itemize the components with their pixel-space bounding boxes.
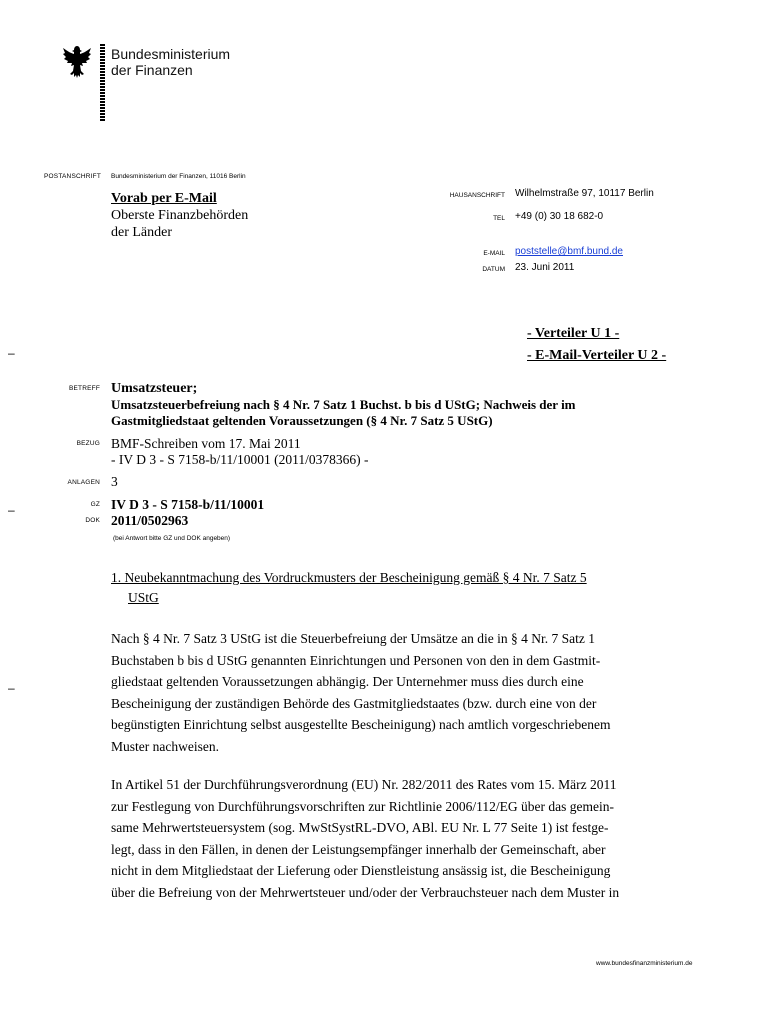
ministry-name-line1: Bundesministerium [111,46,231,62]
paragraph-1-line: Nach § 4 Nr. 7 Satz 3 UStG ist die Steuerbefreiung der Umsätze an die in § 4 Nr. 7 Satz 1 [111,631,596,646]
bezug-block [111,436,368,468]
datum-value: 23. Juni 2011 [515,262,575,273]
paragraph-1-line: Buchstaben b bis d UStG genannten Einrichtungen und Personen von den in dem Gastmit- [111,652,601,668]
recipient-line2: Oberste Finanzbehörden [111,208,249,223]
verteiler-line2: - E-Mail-Verteiler U 2 - [527,348,667,363]
anlagen-value: 3 [111,474,118,489]
hausanschrift-value: Wilhelmstraße 97, 10117 Berlin [515,188,654,199]
tel-label: TEL [493,215,505,222]
paragraph-2 [111,774,731,903]
footer-website: www.bundesfinanzministerium.de [596,960,693,967]
recipient-line1: Vorab per E-Mail [111,191,217,206]
betreff-sub2: Gastmitgliedstaat geltenden Voraussetzungen (§ 4 Nr. 7 Satz 5 UStG) [111,413,493,428]
bezug-line2: - IV D 3 - S 7158-b/11/10001 (2011/0378366) - [111,452,369,467]
paragraph-1-line: gliedstaat geltenden Voraussetzungen abhängig. Der Unternehmer muss dies durch eine [111,674,584,689]
paragraph-2-line: In Artikel 51 der Durchführungsverordnung (EU) Nr. 282/2011 des Rates vom 15. März 2011 [111,777,617,792]
paragraph-2-line: same Mehrwertsteuersystem (sog. MwStSystRL-DVO, ABl. EU Nr. L 77 Seite 1) ist festge- [111,820,609,835]
betreff-block [111,381,711,429]
paragraph-2-line: über die Befreiung von der Mehrwertsteuer und/oder der Verbrauchsteuer nach dem Muster in [111,884,620,900]
logo-divider-bar [100,44,105,122]
postanschrift-label: POSTANSCHRIFT [44,173,102,180]
email-label: E-MAIL [483,250,505,257]
anlagen-label: ANLAGEN [67,479,100,486]
verteiler-block [527,323,666,367]
paragraph-1-line: Bescheinigung der zuständigen Behörde des Gastmitgliedstaates (bzw. durch eine von der [111,695,597,711]
email-link[interactable]: poststelle@bmf.bund.de [515,246,623,257]
paragraph-1 [111,628,731,757]
paragraph-1-line: Muster nachweisen. [111,738,219,754]
paragraph-2-line: zur Festlegung von Durchführungsvorschriften zur Richtlinie 2006/112/EG über das gemein- [111,798,615,814]
section-1-heading [111,568,711,608]
recipient-line3: der Länder [111,225,173,240]
datum-label: DATUM [482,266,505,273]
fold-mark-3: – [8,681,15,695]
gz-value: IV D 3 - S 7158-b/11/10001 [111,497,265,512]
section-1-heading-line2: UStG [128,590,159,605]
paragraph-1-line: begünstigten Einrichtung selbst ausgestellte Bescheinigung) nach amtlich vorgeschriebenem [111,717,611,732]
postanschrift-sender: Bundesministerium der Finanzen, 11016 Berlin [111,173,246,180]
paragraph-2-line: legt, dass in den Fällen, in denen der Leistungsempfänger innerhalb der Gemeinschaft, aber [111,841,606,857]
ministry-name-line2: der Finanzen [111,62,193,78]
betreff-sub1: Umsatzsteuerbefreiung nach § 4 Nr. 7 Satz 1 Buchst. b bis d UStG; Nachweis der im [111,397,576,412]
verteiler-line1: - Verteiler U 1 - [527,326,620,341]
federal-eagle-icon [62,44,92,80]
betreff-label: BETREFF [68,385,100,392]
tel-value: +49 (0) 30 18 682-0 [515,211,604,222]
fold-mark-2: – [8,503,15,517]
recipient-address [111,190,248,241]
ministry-logo-text [111,46,230,78]
hausanschrift-label: HAUSANSCHRIFT [449,192,505,199]
bezug-line1: BMF-Schreiben vom 17. Mai 2011 [111,436,301,451]
dok-label: DOK [85,517,100,524]
gz-label: GZ [90,501,100,508]
betreff-title: Umsatzsteuer; [111,381,198,396]
section-1-heading-line1: 1. Neubekanntmachung des Vordruckmusters der Bescheinigung gemäß § 4 Nr. 7 Satz 5 [111,570,587,585]
dok-value: 2011/0502963 [111,513,189,528]
fold-mark-1: – [8,346,15,360]
answer-hint: (bei Antwort bitte GZ und DOK angeben) [113,535,231,542]
bezug-label: BEZUG [76,440,100,447]
paragraph-2-line: nicht in dem Mitgliedstaat der Lieferung oder Dienstleistung ansässig ist, die Bescheinigung [111,863,611,878]
